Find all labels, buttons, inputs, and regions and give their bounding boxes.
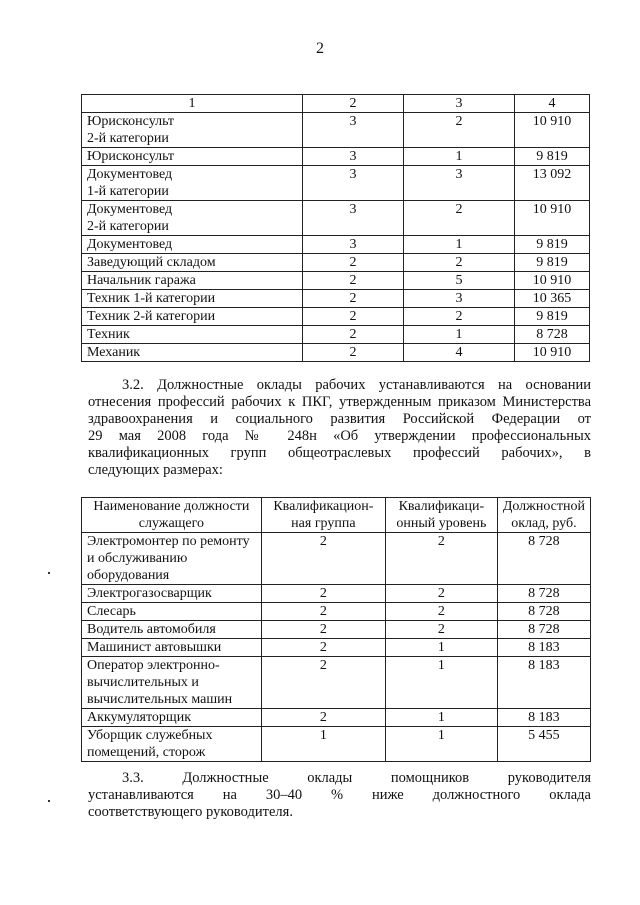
paragraph-line: 29 мая 2008 года № 248н «Об утверждении профессиональных	[88, 428, 591, 444]
position-name-line: и обслуживанию	[87, 551, 188, 566]
column-header-name	[82, 498, 262, 533]
table-row	[82, 657, 591, 709]
position-name-cell	[82, 709, 262, 727]
salary-cell: 8 183	[497, 639, 590, 657]
header-line: оклад, руб.	[511, 516, 577, 531]
header-line: служащего	[138, 516, 205, 531]
column-header: 3	[404, 95, 515, 113]
qualification-level-cell: 2	[385, 603, 497, 621]
qualification-level-cell: 1	[404, 236, 515, 254]
position-name-line: Начальник гаража	[87, 273, 196, 288]
position-name-line: 2-й категории	[87, 219, 169, 234]
qualification-level-cell: 4	[404, 344, 515, 362]
position-name-line: 1-й категории	[87, 184, 169, 199]
position-name-cell	[82, 308, 303, 326]
paragraph-line: 3.3. Должностные оклады помощников руководителя	[122, 770, 591, 786]
qualification-group-cell: 2	[303, 344, 404, 362]
position-name-cell	[82, 254, 303, 272]
column-header-group	[261, 498, 385, 533]
position-name-line: Слесарь	[87, 604, 136, 619]
position-name-cell	[82, 326, 303, 344]
position-name-line: Техник	[87, 327, 130, 342]
salary-cell: 8 728	[497, 533, 590, 585]
margin-mark	[48, 800, 50, 802]
position-name-cell	[82, 585, 262, 603]
position-name-cell	[82, 290, 303, 308]
position-name-cell	[82, 621, 262, 639]
qualification-group-cell: 2	[261, 657, 385, 709]
position-name-line: Водитель автомобиля	[87, 622, 216, 637]
salary-cell: 13 092	[515, 166, 590, 201]
table-row	[82, 166, 590, 201]
column-header: 4	[515, 95, 590, 113]
salary-cell: 8 728	[497, 621, 590, 639]
paragraph-line: соответствующего руководителя.	[88, 804, 293, 820]
salary-cell: 10 910	[515, 272, 590, 290]
position-name-line: Техник 2-й категории	[87, 309, 216, 324]
qualification-group-cell: 2	[261, 621, 385, 639]
header-line: Квалификацион-	[273, 499, 374, 514]
table-row	[82, 533, 591, 585]
header-line: Должностной	[502, 499, 585, 514]
position-name-line: Механик	[87, 345, 141, 360]
table-row	[82, 585, 591, 603]
qualification-level-cell: 1	[404, 326, 515, 344]
column-header-salary	[497, 498, 590, 533]
column-header: 1	[82, 95, 303, 113]
qualification-level-cell: 1	[404, 148, 515, 166]
position-name-cell	[82, 166, 303, 201]
qualification-group-cell: 2	[261, 709, 385, 727]
position-name-line: 2-й категории	[87, 131, 169, 146]
qualification-level-cell: 2	[385, 585, 497, 603]
qualification-group-cell: 3	[303, 236, 404, 254]
paragraph-line: квалификационных групп общеотраслевых профессий рабочих», в	[88, 445, 591, 461]
qualification-group-cell: 2	[303, 272, 404, 290]
position-name-cell	[82, 603, 262, 621]
salary-table-employees	[81, 94, 590, 362]
position-name-cell	[82, 639, 262, 657]
table-row	[82, 254, 590, 272]
table-row	[82, 113, 590, 148]
qualification-group-cell: 3	[303, 113, 404, 148]
salary-cell: 8 183	[497, 709, 590, 727]
position-name-cell	[82, 657, 262, 709]
table-row	[82, 639, 591, 657]
position-name-line: вычислительных и	[87, 675, 199, 690]
table-body	[82, 533, 591, 762]
salary-cell: 10 910	[515, 344, 590, 362]
salary-cell: 8 728	[497, 603, 590, 621]
table-row	[82, 709, 591, 727]
qualification-level-cell: 2	[404, 201, 515, 236]
salary-cell: 9 819	[515, 254, 590, 272]
qualification-group-cell: 3	[303, 166, 404, 201]
table-row	[82, 727, 591, 762]
position-name-cell	[82, 236, 303, 254]
table-row	[82, 272, 590, 290]
salary-cell: 5 455	[497, 727, 590, 762]
position-name-line: Электромонтер по ремонту	[87, 534, 250, 549]
qualification-group-cell: 2	[303, 254, 404, 272]
qualification-level-cell: 1	[385, 657, 497, 709]
qualification-group-cell: 1	[261, 727, 385, 762]
position-name-cell	[82, 113, 303, 148]
qualification-level-cell: 3	[404, 166, 515, 201]
salary-cell: 9 819	[515, 308, 590, 326]
column-header-level	[385, 498, 497, 533]
qualification-group-cell: 2	[261, 533, 385, 585]
position-name-cell	[82, 272, 303, 290]
position-name-cell	[82, 148, 303, 166]
salary-cell: 9 819	[515, 148, 590, 166]
qualification-level-cell: 2	[404, 308, 515, 326]
salary-cell: 8 728	[497, 585, 590, 603]
paragraph-line: следующих размерах:	[88, 462, 223, 478]
table-header-row	[82, 95, 590, 113]
position-name-line: вычислительных машин	[87, 692, 233, 707]
table-row	[82, 621, 591, 639]
qualification-group-cell: 3	[303, 201, 404, 236]
position-name-line: Документовед	[87, 237, 173, 252]
qualification-level-cell: 1	[385, 727, 497, 762]
header-line: Наименование должности	[93, 499, 250, 514]
table-row	[82, 148, 590, 166]
position-name-line: Аккумуляторщик	[87, 710, 192, 725]
table-row	[82, 603, 591, 621]
position-name-line: Документовед	[87, 202, 173, 217]
position-name-line: Юрисконсульт	[87, 149, 175, 164]
paragraph-line: устанавливаются на 30–40 % ниже должностного оклада	[88, 787, 591, 803]
salary-cell: 9 819	[515, 236, 590, 254]
qualification-level-cell: 2	[404, 113, 515, 148]
paragraph-line: отнесения профессий рабочих к ПКГ, утвержденным приказом Министерства	[88, 394, 591, 410]
salary-cell: 10 910	[515, 113, 590, 148]
qualification-group-cell: 3	[303, 148, 404, 166]
paragraph-3-3	[88, 770, 591, 821]
position-name-cell	[82, 533, 262, 585]
qualification-level-cell: 2	[404, 254, 515, 272]
position-name-cell	[82, 727, 262, 762]
qualification-group-cell: 2	[303, 290, 404, 308]
salary-cell: 10 365	[515, 290, 590, 308]
qualification-level-cell: 5	[404, 272, 515, 290]
table-body	[82, 113, 590, 362]
position-name-line: Уборщик служебных	[87, 728, 213, 743]
position-name-line: Электрогазосварщик	[87, 586, 212, 601]
qualification-group-cell: 2	[261, 585, 385, 603]
position-name-line: Техник 1-й категории	[87, 291, 216, 306]
table-row	[82, 344, 590, 362]
position-name-cell	[82, 344, 303, 362]
qualification-level-cell: 3	[404, 290, 515, 308]
column-header: 2	[303, 95, 404, 113]
qualification-level-cell: 2	[385, 621, 497, 639]
paragraph-line: 3.2. Должностные оклады рабочих устанавливаются на основании	[122, 377, 591, 393]
salary-table-workers	[81, 497, 591, 762]
position-name-line: Заведующий складом	[87, 255, 216, 270]
qualification-level-cell: 1	[385, 639, 497, 657]
paragraph-3-2	[88, 377, 591, 479]
position-name-line: помещений, сторож	[87, 745, 206, 760]
header-line: Квалификаци-	[398, 499, 485, 514]
qualification-group-cell: 2	[261, 639, 385, 657]
qualification-group-cell: 2	[303, 326, 404, 344]
table-header-row	[82, 498, 591, 533]
position-name-line: Машинист автовышки	[87, 640, 222, 655]
position-name-line: Юрисконсульт	[87, 114, 175, 129]
position-name-line: оборудования	[87, 568, 170, 583]
table-row	[82, 201, 590, 236]
salary-cell: 8 728	[515, 326, 590, 344]
qualification-level-cell: 1	[385, 709, 497, 727]
table-row	[82, 308, 590, 326]
qualification-level-cell: 2	[385, 533, 497, 585]
position-name-cell	[82, 201, 303, 236]
salary-cell: 10 910	[515, 201, 590, 236]
salary-cell: 8 183	[497, 657, 590, 709]
table-row	[82, 326, 590, 344]
paragraph-line: здравоохранения и социального развития Российской Федерации от	[88, 411, 591, 427]
position-name-line: Оператор электронно-	[87, 658, 220, 673]
qualification-group-cell: 2	[303, 308, 404, 326]
header-line: ная группа	[291, 516, 356, 531]
position-name-line: Документовед	[87, 167, 173, 182]
qualification-group-cell: 2	[261, 603, 385, 621]
header-line: онный уровень	[396, 516, 487, 531]
page-number: 2	[316, 40, 324, 57]
table-row	[82, 290, 590, 308]
table-row	[82, 236, 590, 254]
margin-mark	[48, 572, 50, 574]
